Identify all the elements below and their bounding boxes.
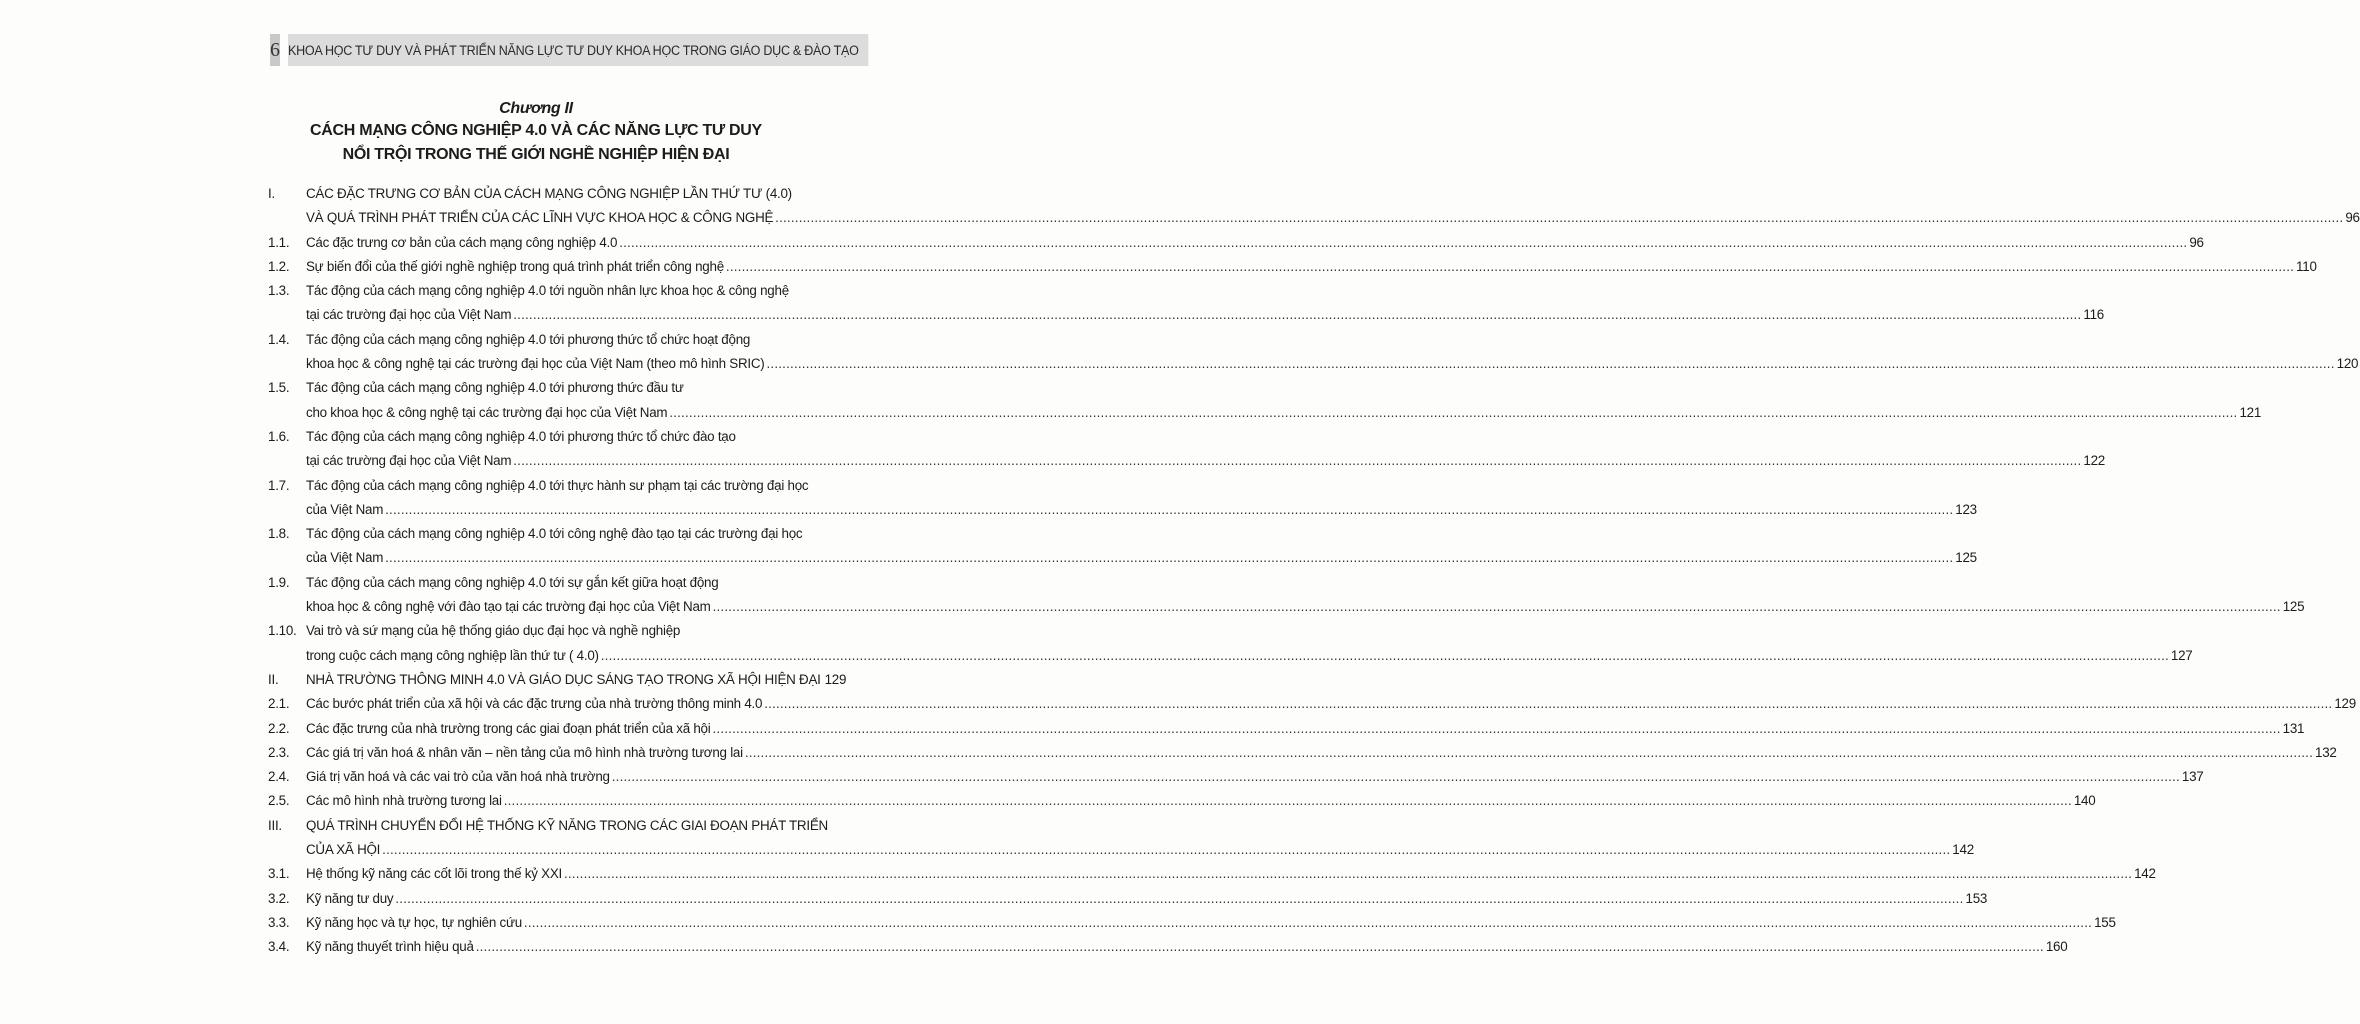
- dot-leader: ................................................................................................................................................................................................................................................................................................................................................................................................................: [563, 866, 2133, 882]
- toc-entry-text: Tác động của cách mạng công nghiệp 4.0 tới phương thức tổ chức đào tạo: [306, 428, 736, 444]
- chapter-label: Chương II: [499, 100, 573, 117]
- toc-entry-text: Các đặc trưng của nhà trường trong các giai đoạn phát triển của xã hội: [306, 720, 711, 736]
- toc-entry-text: Hệ thống kỹ năng các cốt lõi trong thế kỷ XXI: [306, 866, 562, 882]
- toc-entry-number: 2.3.: [268, 744, 290, 760]
- toc-entry: [268, 765, 2204, 789]
- toc-entry-text: Tác động của cách mạng công nghiệp 4.0 tới phương thức đầu tư: [306, 380, 684, 396]
- toc-entry: [268, 814, 1974, 863]
- toc-page-number: 137: [2181, 769, 2204, 785]
- toc-entry-number: 1.6.: [268, 428, 290, 444]
- toc-entry-text: Các giá trị văn hoá & nhân văn – nền tảng của mô hình nhà trường tương lai: [306, 744, 743, 760]
- toc-entry-text: Các bước phát triển của xã hội và các đặc trưng của nhà trường thông minh 4.0: [306, 696, 763, 712]
- toc-entry-text: VÀ QUÁ TRÌNH PHÁT TRIỂN CỦA CÁC LĨNH VỰC KHOA HỌC & CÔNG NGHỆ: [306, 210, 774, 226]
- toc-entry-text: Kỹ năng học và tự học, tự nghiên cứu: [306, 914, 522, 930]
- toc-entry: [268, 255, 2317, 279]
- toc-entry-text: khoa học & công nghệ tại các trường đại học của Việt Nam (theo mô hình SRIC): [306, 356, 765, 372]
- toc-entry-number: 1.4.: [268, 331, 290, 347]
- toc-entry-text: tại các trường đại học của Việt Nam: [306, 453, 512, 469]
- toc-entry-text: tại các trường đại học của Việt Nam: [306, 307, 512, 323]
- toc-entry-text: Kỹ năng tư duy: [306, 890, 394, 906]
- toc-entry-number: 2.5.: [268, 793, 290, 809]
- toc-page-number: 129: [2334, 696, 2356, 712]
- dot-leader: ................................................................................................................................................................................................................................................................................................................................................................................................................: [764, 696, 2333, 712]
- toc-page-number: 121: [2239, 404, 2262, 420]
- toc-entry-text: trong cuộc cách mạng công nghiệp lần thứ tư ( 4.0): [306, 647, 599, 663]
- toc-entry-text: CÁC ĐẶC TRƯNG CƠ BẢN CỦA CÁCH MẠNG CÔNG NGHIỆP LẦN THỨ TƯ (4.0): [306, 186, 792, 201]
- toc-entry: [268, 231, 2204, 255]
- toc-entry-number: 3.2.: [268, 890, 290, 906]
- toc-entry-text: Tác động của cách mạng công nghiệp 4.0 tới thực hành sư phạm tại các trường đại học: [306, 477, 809, 493]
- toc-entry: [268, 668, 847, 692]
- toc-entry-number: 1.5.: [268, 380, 290, 396]
- toc-entry: [268, 474, 1977, 523]
- toc-entry: [268, 935, 2068, 959]
- toc-entry-text: Các đặc trưng cơ bản của cách mạng công nghiệp 4.0: [306, 234, 618, 250]
- toc-entry: [268, 717, 2305, 741]
- toc-entry-number: 1.1.: [268, 234, 290, 250]
- toc-entry-text: Tác động của cách mạng công nghiệp 4.0 tới công nghệ đào tạo tại các trường đại học: [306, 526, 803, 542]
- toc-entry-text: Các mô hình nhà trường tương lai: [306, 793, 502, 809]
- toc-entry-number: 1.10.: [268, 623, 297, 639]
- toc-entry-text: Sự biến đổi của thế giới nghề nghiệp trong quá trình phát triển công nghệ: [306, 258, 724, 274]
- toc-entry-text: Tác động của cách mạng công nghiệp 4.0 tới phương thức tổ chức hoạt động: [306, 331, 751, 347]
- toc-entry-text: khoa học & công nghệ với đào tạo tại các trường đại học của Việt Nam: [306, 599, 711, 615]
- page-header: [270, 34, 859, 66]
- toc-entry: [268, 279, 2104, 328]
- toc-entry: [268, 182, 2360, 231]
- toc-page-number: 153: [1965, 890, 1988, 906]
- dot-leader: ................................................................................................................................................................................................................................................................................................................................................................................................................: [744, 744, 2313, 760]
- toc-entry: [268, 619, 2193, 668]
- toc-entry-number: III.: [268, 817, 282, 833]
- dot-leader: ................................................................................................................................................................................................................................................................................................................................................................................................................: [513, 307, 2082, 323]
- page-number: 6: [270, 34, 280, 66]
- toc-entry-text: Vai trò và sứ mạng của hệ thống giáo dục đại học và nghề nghiệp: [306, 623, 681, 639]
- toc-entry-number: 3.3.: [268, 914, 290, 930]
- toc-entry-text: Tác động của cách mạng công nghiệp 4.0 tới nguồn nhân lực khoa học & công nghệ: [306, 283, 789, 299]
- toc-entry-text: Giá trị văn hoá và các vai trò của văn hoá nhà trường: [306, 769, 610, 785]
- toc-entry-text: QUÁ TRÌNH CHUYỂN ĐỔI HỆ THỐNG KỸ NĂNG TRONG CÁC GIAI ĐOẠN PHÁT TRIỂN: [306, 817, 828, 833]
- toc-entry-text: Kỹ năng thuyết trình hiệu quả: [306, 939, 474, 955]
- toc-entry: [268, 741, 2337, 765]
- toc-page-number: 96: [2189, 234, 2204, 250]
- toc-page-number: 132: [2315, 744, 2337, 760]
- toc-entry: [268, 789, 2096, 813]
- dot-leader: ................................................................................................................................................................................................................................................................................................................................................................................................................: [513, 453, 2082, 469]
- toc-entry-number: I.: [268, 186, 275, 201]
- toc-page-number: 110: [2296, 258, 2317, 274]
- toc-entry-number: 2.2.: [268, 720, 290, 736]
- toc-entry-text: của Việt Nam: [306, 550, 384, 566]
- toc-page-number: 155: [2094, 914, 2116, 930]
- toc-entry: [268, 862, 2156, 886]
- toc-entry-number: 1.9.: [268, 574, 290, 590]
- dot-leader: ................................................................................................................................................................................................................................................................................................................................................................................................................: [475, 939, 2044, 955]
- dot-leader: ................................................................................................................................................................................................................................................................................................................................................................................................................: [611, 769, 2180, 785]
- toc-page-number: 127: [2170, 647, 2193, 663]
- toc-entry-number: 1.2.: [268, 258, 290, 274]
- toc-entry-number: 1.8.: [268, 526, 290, 542]
- toc-page-number: 125: [1955, 550, 1977, 566]
- toc-page-number: 96: [2345, 210, 2360, 226]
- toc-entry-number: 3.1.: [268, 866, 290, 882]
- toc-entry-text: CỦA XÃ HỘI: [306, 842, 381, 858]
- toc-entry-number: II.: [268, 671, 279, 687]
- dot-leader: ................................................................................................................................................................................................................................................................................................................................................................................................................: [503, 793, 2072, 809]
- toc-page-number: 160: [2045, 939, 2068, 955]
- table-of-contents: [268, 182, 2360, 960]
- toc-page-number: 122: [2083, 453, 2105, 469]
- dot-leader: ................................................................................................................................................................................................................................................................................................................................................................................................................: [712, 599, 2281, 615]
- dot-leader: ................................................................................................................................................................................................................................................................................................................................................................................................................: [619, 234, 2188, 250]
- running-title: KHOA HỌC TƯ DUY VÀ PHÁT TRIỂN NĂNG LỰC TƯ DUY KHOA HỌC TRONG GIÁO DỤC & ĐÀO TẠO: [288, 34, 868, 66]
- toc-page-number: 142: [1952, 842, 1974, 858]
- chapter-title-line-2: NỔI TRỘI TRONG THẾ GIỚI NGHỀ NGHIỆP HIỆN ĐẠI: [342, 146, 730, 163]
- toc-page-number: 120: [2336, 356, 2359, 372]
- dot-leader: ................................................................................................................................................................................................................................................................................................................................................................................................................: [725, 258, 2295, 274]
- dot-leader: ................................................................................................................................................................................................................................................................................................................................................................................................................: [766, 356, 2335, 372]
- toc-entry: [268, 887, 1988, 911]
- toc-entry: [268, 376, 2262, 425]
- dot-leader: ................................................................................................................................................................................................................................................................................................................................................................................................................: [385, 501, 1954, 517]
- dot-leader: ................................................................................................................................................................................................................................................................................................................................................................................................................: [395, 890, 1964, 906]
- toc-entry-text: của Việt Nam: [306, 501, 384, 517]
- dot-leader: ................................................................................................................................................................................................................................................................................................................................................................................................................: [669, 404, 2238, 420]
- dot-leader: ................................................................................................................................................................................................................................................................................................................................................................................................................: [385, 550, 1954, 566]
- toc-entry-number: 2.4.: [268, 769, 290, 785]
- toc-entry: [268, 571, 2305, 620]
- toc-entry-number: 2.1.: [268, 696, 290, 712]
- toc-entry: [268, 911, 2116, 935]
- toc-entry: [268, 692, 2356, 716]
- toc-page-number: 116: [2083, 307, 2104, 323]
- toc-entry-text: Tác động của cách mạng công nghiệp 4.0 tới sự gắn kết giữa hoạt động: [306, 574, 719, 590]
- dot-leader: ................................................................................................................................................................................................................................................................................................................................................................................................................: [523, 914, 2093, 930]
- toc-page-number: 125: [2282, 599, 2305, 615]
- toc-page-number: 131: [2282, 720, 2305, 736]
- dot-leader: ................................................................................................................................................................................................................................................................................................................................................................................................................: [775, 210, 2344, 226]
- toc-entry-number: 1.3.: [268, 283, 290, 299]
- toc-page-number: 129: [824, 671, 847, 687]
- toc-page-number: 123: [1955, 501, 1977, 517]
- toc-entry-number: 3.4.: [268, 939, 290, 955]
- toc-page-number: 142: [2134, 866, 2156, 882]
- toc-entry: [268, 328, 2359, 377]
- toc-entry: [268, 522, 1977, 571]
- chapter-title-line-1: CÁCH MẠNG CÔNG NGHIỆP 4.0 VÀ CÁC NĂNG LỰC TƯ DUY: [310, 122, 762, 139]
- toc-entry-number: 1.7.: [268, 477, 290, 493]
- dot-leader: ................................................................................................................................................................................................................................................................................................................................................................................................................: [382, 842, 1951, 858]
- dot-leader: ................................................................................................................................................................................................................................................................................................................................................................................................................: [712, 720, 2281, 736]
- dot-leader: ................................................................................................................................................................................................................................................................................................................................................................................................................: [600, 647, 2169, 663]
- toc-entry-text: NHÀ TRƯỜNG THÔNG MINH 4.0 VÀ GIÁO DỤC SÁNG TẠO TRONG XÃ HỘI HIỆN ĐẠI: [306, 671, 821, 687]
- toc-entry: [268, 425, 2105, 474]
- toc-page-number: 140: [2073, 793, 2096, 809]
- toc-entry-text: cho khoa học & công nghệ tại các trường đại học của Việt Nam: [306, 404, 668, 420]
